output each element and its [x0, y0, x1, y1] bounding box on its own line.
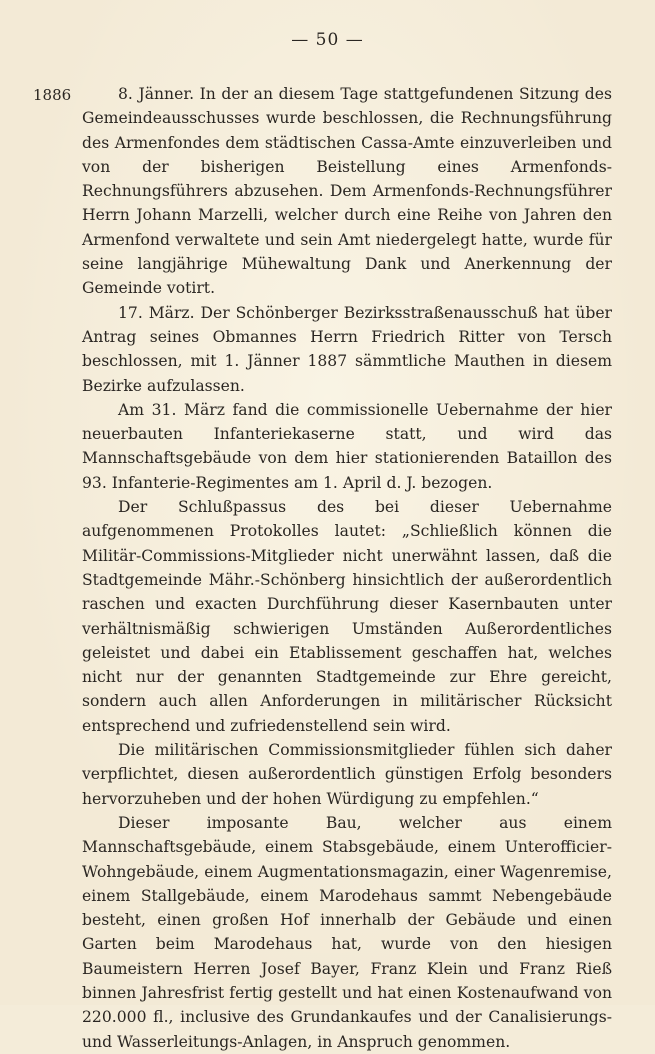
- paragraph-kaserne-uebernahme: Am 31. März fand die commissionelle Uebernahme der hier neuerbauten Infanteriekaserne statt, und wird das Mannschaftsgebäude von dem hier stationierenden Bataillon des 93. Infanterie-Regimentes am 1. April d. J. bezogen.: [82, 400, 612, 492]
- paragraph-maerz-bezirksstrasse: 17. März. Der Schönberger Bezirksstraßenausschuß hat über Antrag seines Obmannes Herrn Friedrich Ritter von Tersch beschlossen, mit 1. Jänner 1887 sämmtliche Mauthen in diesem Bezirke aufzulassen.: [82, 303, 612, 395]
- paragraph-bau-beschreibung: Dieser imposante Bau, welcher aus einem Mannschaftsgebäude, einem Stabsgebäude, einem Unterofficier-Wohngebäude, einem Augmentationsmagazin, einer Wagenremise, einem Stallgebäude, einem Marodehaus sammt Nebengebäude besteht, einen großen Hof innerhalb der Gebäude und einen Garten beim Marodehaus hat, wurde von den hiesigen Baumeistern Herren Josef Bayer, Franz Klein und Franz Rieß binnen Jahresfrist fertig gestellt und hat einen Kostenaufwand von 220.000 fl., inclusive des Grundankaufes und der Canalisierungs- und Wasserleitungs-Anlagen, in Anspruch genommen.: [82, 813, 612, 1051]
- paragraph-commission-empfehlung: Die militärischen Commissionsmitglieder fühlen sich daher verpflichtet, diesen außerordentlich günstigen Erfolg besonders hervorzuheben und der hohen Würdigung zu empfehlen.“: [82, 741, 612, 808]
- paragraph-protokoll-schlusspassus: Der Schlußpassus des bei dieser Uebernahme aufgenommenen Protokolles lautet: „Schließlich können die Militär-Commissions-Mitglieder nicht unerwähnt lassen, daß die Stadtgemeinde Mähr.-Schönberg hinsichtlich der außerordentlich raschen und exacten Durchführung dieser Kasernbauten unter verhältnismäßig schwierigen Umständen Außerordentliches geleistet und dabei ein Etablissement geschaffen hat, welches nicht nur der genannten Stadtgemeinde zur Ehre gereicht, sondern auch allen Anforderungen in militärischer Rücksicht entsprechend und zufriedenstellend sein wird.: [82, 498, 612, 735]
- margin-year: 1886: [33, 86, 72, 104]
- paragraph-jaenner: 8. Jänner. In der an diesem Tage stattgefundenen Sitzung des Gemeindeausschusses wurde beschlossen, die Rechnungsführung des Armenfondes dem städtischen Cassa-Amte einzuverleiben und von der bisherigen Beistellung eines Armenfonds-Rechnungsführers abzusehen. Dem Armenfonds-Rechnungsführer Herrn Johann Marzelli, welcher durch eine Reihe von Jahren den Armenfond verwaltete und sein Amt niedergelegt hatte, wurde für seine langjährige Mühewaltung Dank und Anerkennung der Gemeinde votirt.: [82, 85, 612, 298]
- page-number: — 50 —: [291, 30, 364, 50]
- body-text: [82, 82, 612, 1054]
